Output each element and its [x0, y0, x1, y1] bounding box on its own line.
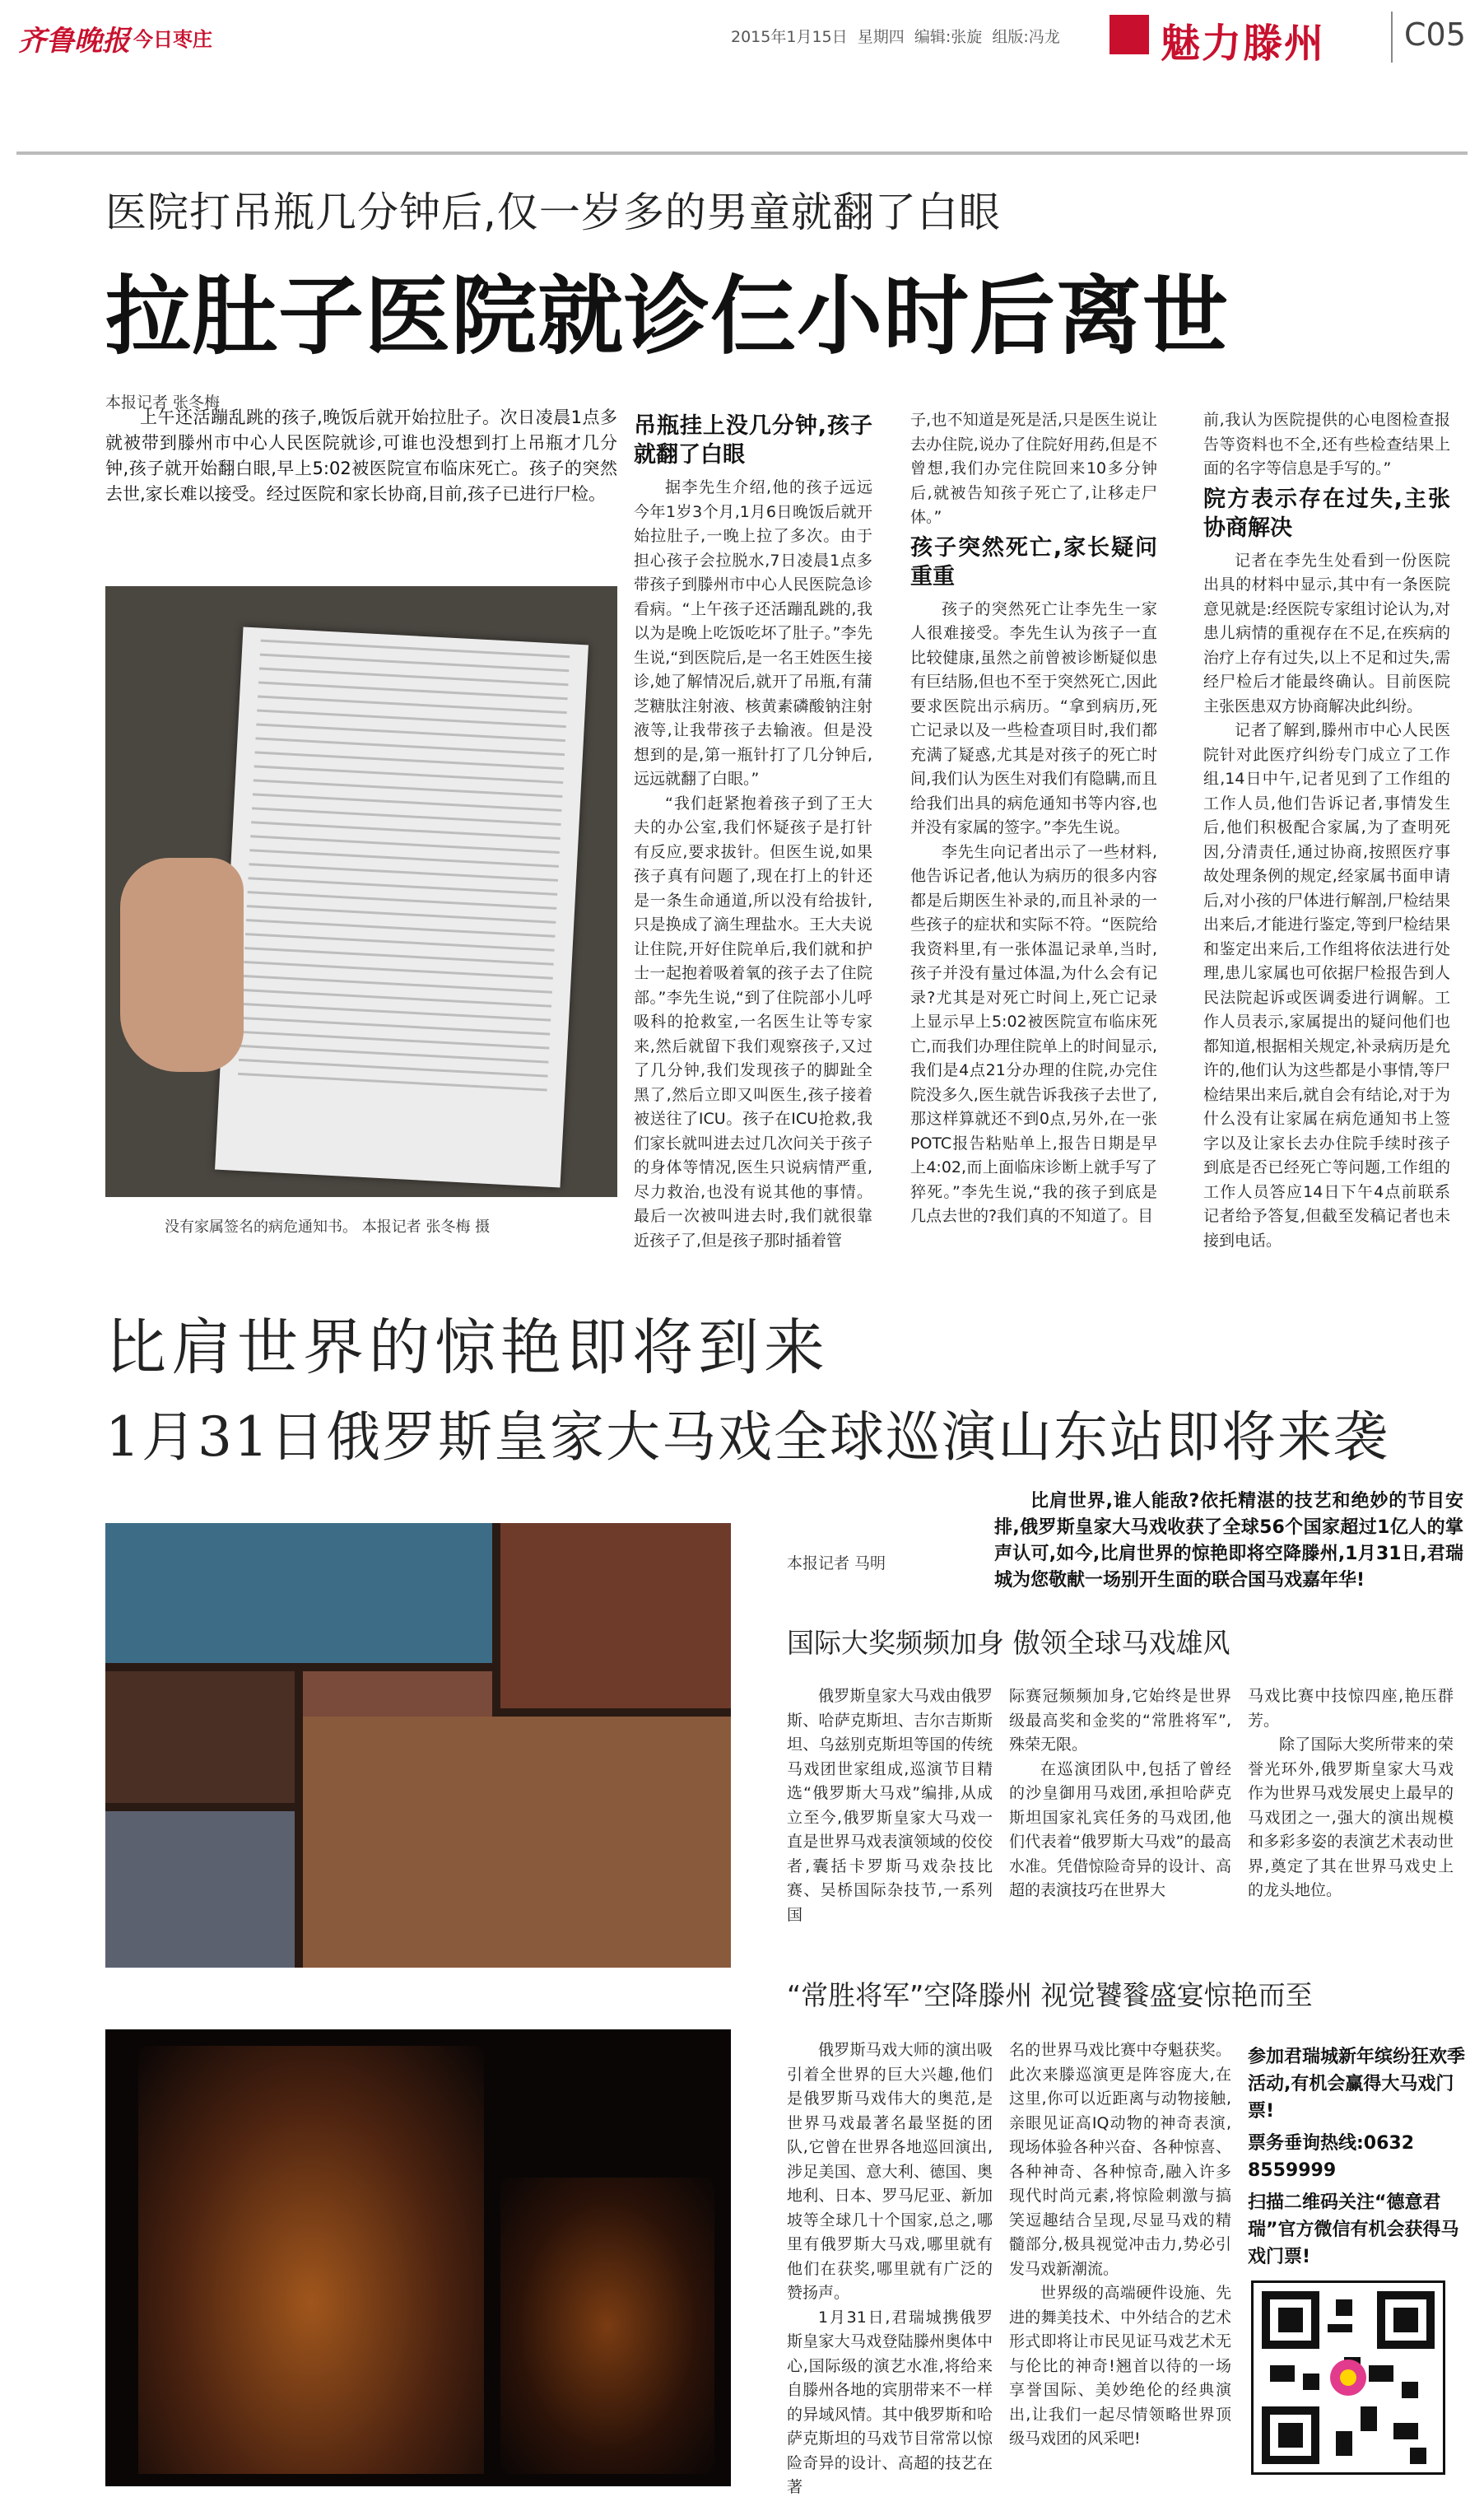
paragraph: 据李先生介绍,他的孩子远远今年1岁3个月,1月6日晚饭后就开始拉肚子,一晚上拉了多次。由于担心孩子会拉脱水,7日凌晨1点多带孩子到滕州市中心人民医院急诊看病。“上午孩子还活蹦乱跳的,我以为是晚上吃饭吃坏了肚子。”李先生说,“到医院后,是一名王姓医生接诊,她了解情况后,就开了吊瓶,有蒲芝糖肽注射液、核黄素磷酸钠注射液等,让我带孩子去输液。但是没想到的是,第一瓶针打了几分钟后,远远就翻了白眼。”: [634, 478, 872, 788]
masthead-rule: [16, 151, 1468, 155]
article2-s1-column-1: [787, 1684, 993, 1927]
article1-subheadline: 医院打吊瓶几分钟后,仅一岁多的男童就翻了白眼: [105, 189, 1001, 236]
horses-image: [303, 1717, 731, 1968]
promo-text: [1248, 2043, 1470, 2271]
section-heading-awards: 国际大奖频频加身 傲领全球马戏雄风: [787, 1627, 1230, 1659]
acrobat-pyramid-photo: [105, 2029, 731, 2486]
article2-subheadline: 1月31日俄罗斯皇家大马戏全球巡演山东站即将来袭: [105, 1405, 1389, 1469]
divider: [1391, 12, 1393, 63]
qr-code-graphic: [1254, 2283, 1443, 2472]
editor: 编辑:张旋: [914, 28, 983, 46]
paragraph: 在巡演团队中,包括了曾经的沙皇御用马戏团,承担哈萨克斯坦国家礼宾任务的马戏团,他们代表着“俄罗斯大马戏”的最高水准。凭借惊险奇异的设计、高超的表演技巧在世界大: [1009, 1759, 1231, 1899]
article2-lead: 比肩世界,谁人能敌?依托精湛的技艺和绝妙的节目安排,俄罗斯皇家大马戏收获了全球56个国家超过1亿人的掌声认可,如今,比肩世界的惊艳即将空降滕州,1月31日,君瑞城为您敬献一场别开生面的联合国马戏嘉年华!: [994, 1491, 1463, 1591]
paragraph: 记者在李先生处看到一份医院出具的材料中显示,其中有一条医院意见就是:经医院专家组讨论认为,对患儿病情的重视存在不足,在疾病的治疗上存有过失,以上不足和过失,需经尸检后才能最终确认。目前医院主张医患双方协商解决此纠纷。: [1203, 551, 1450, 715]
paragraph: 记者了解到,滕州市中心人民医院针对此医疗纠纷专门成立了工作组,14日中午,记者见到了工作组的工作人员,他们告诉记者,事情发生后,他们积极配合家属,为了查明死因,分清责任,通过协商,按照医疗事故处理条例的规定,经家属书面申请后,对小孩的尸体进行解剖,尸检结果出来后,才能进行鉴定,等到尸检结果和鉴定出来后,工作组将依法进行处理,患儿家属也可依据尸检报告到人民法院起诉或医调委进行调解。工作人员表示,家属提出的疑问他们也都知道,根据相关规定,补录病历是允许的,他们认为这些都是小事情,等尸检结果出来后,就自会有结论,对于为什么没有让家属在病危通知书上签字以及让家长去办住院手续时孩子到底是否已经死亡等问题,工作组的工作人员答应14日下午4点前联系记者给予答复,但截至发稿记者也未接到电话。: [1203, 721, 1450, 1250]
section-logo-icon: [1110, 15, 1149, 54]
acrobats-image: [105, 1671, 295, 1803]
paragraph: “我们赶紧抱着孩子到了王大夫的办公室,我们怀疑孩子是打针有反应,要求拔针。但医生说,如果孩子真有问题了,现在打上的针还是一条生命通道,所以没有给拔针,只是换成了滴生理盐水。王大夫说让住院,开好住院单后,我们就和护士一起抱着吸着氧的孩子去了住院部。”李先生说,“到了住院部小儿呼吸科的抢救室,一名医生让等专家来,然后就留下我们观察孩子,又过了几分钟,我们发现孩子的脚趾全黑了,然后立即又叫医生,孩子接着被送往了ICU。孩子在ICU抢救,我们家长就叫进去过几次问关于孩子的身体等情况,医生只说病情严重,尽力救治,也没有说其他的事情。最后一次被叫进去时,我们就很靠近孩子了,但是孩子那时插着管: [634, 794, 872, 1250]
section-heading-arrival: “常胜将军”空降滕州 视觉饕餮盛宴惊艳而至: [787, 1979, 1313, 2011]
weekday: 星期四: [857, 28, 905, 46]
issue-date: 2015年1月15日: [731, 28, 848, 46]
paragraph: 俄罗斯马戏大师的演出吸引着全世界的巨大兴趣,他们是俄罗斯马戏伟大的奥范,是世界马戏最著名最坚挺的团队,它曾在世界各地巡回演出,涉足美国、意大利、德国、奥地利、日本、罗马尼亚、新加坡等全球几十个国家,总之,哪里有俄罗斯大马戏,哪里就有他们在获奖,哪里就有广泛的赞扬声。: [787, 2041, 993, 2302]
qr-code-icon[interactable]: [1251, 2280, 1445, 2475]
column-heading: 孩子突然死亡,家长疑问重重: [910, 534, 1157, 589]
section-title: 魅力滕州: [1161, 21, 1326, 67]
article1-column-1: [634, 408, 872, 1253]
column-heading: 院方表示存在过失,主张协商解决: [1203, 486, 1450, 541]
paragraph: 子,也不知道是死是活,只是医生说让去办住院,说办了住院好用药,但是不曾想,我们办完住院回来10多分钟后,就被告知孩子死亡了,让移走尸体。”: [910, 411, 1157, 526]
article1-byline: 本报记者 张冬梅: [105, 394, 221, 412]
paragraph: 李先生向记者出示了一些材料,他告诉记者,他认为病历的很多内容都是后期医生补录的,而且补录的一些孩子的症状和实际不符。“医院给我资料里,有一张体温记录单,当时,孩子并没有量过体温,为什么会有记录?尤其是对死亡时间上,死亡记录上显示早上5:02被医院宣布临床死亡,而我们办理住院单上的时间显示,我们是4点21分办理的住院,办完住院没多久,医生就告诉我孩子去世了,那这样算就还不到0点,另外,在一张POTC报告粘贴单上,报告日期是早上4:02,而上面临床诊断上就手写了猝死。”李先生说,“我的孩子到底是几点去世的?我们真的不知道了。目: [910, 842, 1157, 1225]
page-info: [731, 25, 1060, 47]
page-number: C05: [1404, 16, 1466, 53]
paragraph: 际赛冠频频加身,它始终是世界级最高奖和金奖的“常胜将军”,殊荣无限。: [1009, 1687, 1231, 1754]
photo-caption: 没有家属签名的病危通知书。 本报记者 张冬梅 摄: [165, 1218, 491, 1236]
aerial-image: [500, 1523, 731, 1708]
paragraph: 名的世界马戏比赛中夺魁获奖。此次来滕巡演更是阵容庞大,在这里,你可以近距离与动物接触,亲眼见证高IQ动物的神奇表演,现场体验各种兴奋、各种惊喜、各种神奇、各种惊奇,融入许多现代时尚元素,将惊险刺激与搞笑逗趣结合呈现,尽显马戏的精髓部分,极具视觉冲击力,势必引发马戏新潮流。: [1009, 2041, 1231, 2278]
article1-column-3: [1203, 408, 1450, 1253]
article2-headline: 比肩世界的惊艳即将到来: [105, 1312, 830, 1383]
promo-contest: 参加君瑞城新年缤纷狂欢季活动,有机会赢得大马戏门票!: [1248, 2047, 1466, 2122]
tigers-image: [105, 1811, 295, 1968]
hand-image: [120, 858, 244, 1072]
notice-photo: [105, 586, 617, 1197]
paragraph: 马戏比赛中技惊四座,艳压群芳。: [1248, 1687, 1454, 1730]
newspaper-logo: 齐鲁晚报: [18, 25, 130, 58]
paragraph: 除了国际大奖所带来的荣誉光环外,俄罗斯皇家大马戏作为世界马戏发展史上最早的马戏团之一,强大的演出规模和多彩多姿的表演艺术表动世界,奠定了其在世界马戏史上的龙头地位。: [1248, 1735, 1454, 1899]
article2-s1-column-2: [1009, 1684, 1231, 1903]
article2-s2-column-1: [787, 2038, 993, 2500]
paragraph: 世界级的高端硬件设施、先进的舞美技术、中外结合的艺术形式即将让市民见证马戏艺术无与伦比的神奇!翘首以待的一场享誉国际、美妙绝伦的经典演出,让我们一起尽情领略世界顶级马戏团的风采吧!: [1009, 2284, 1231, 2448]
promo-wechat: 扫描二维码关注“德意君瑞”官方微信有机会获得马戏门票!: [1248, 2192, 1459, 2267]
article2-s1-column-3: [1248, 1684, 1454, 1903]
article1-lead: 上午还活蹦乱跳的孩子,晚饭后就开始拉肚子。次日凌晨1点多就被带到滕州市中心人民医院就诊,可谁也没想到打上吊瓶才几分钟,孩子就开始翻白眼,早上5:02被医院宣布临床死亡。孩子的突然去世,家长难以接受。经过医院和家长协商,目前,孩子已进行尸检。: [105, 408, 617, 504]
paragraph: 孩子的突然死亡让李先生一家人很难接受。李先生认为孩子一直比较健康,虽然之前曾被诊断疑似患有巨结肠,但也不至于突然死亡,因此要求医院出示病历。“拿到病历,死亡记录以及一些检查项目时,我们都充满了疑惑,尤其是对孩子的死亡时间,我们认为医生对我们有隐瞒,而且给我们出具的病危通知书等内容,也并没有家属的签字。”李先生说。: [910, 599, 1157, 836]
paragraph: 1月31日,君瑞城携俄罗斯皇家大马戏登陆滕州奥体中心,国际级的演艺水准,将给来自滕州各地的宾朋带来不一样的异域风情。其中俄罗斯和哈萨克斯坦的马戏节目常常以惊险奇异的设计、高超的技艺在著: [787, 2308, 993, 2496]
article2-s2-column-2: [1009, 2038, 1231, 2452]
article2-byline: 本报记者 马明: [787, 1554, 886, 1572]
circus-collage-photo: [105, 1523, 731, 1968]
pyramid-image: [138, 2046, 484, 2474]
promo-hotline: 票务垂询热线:0632 8559999: [1248, 2133, 1415, 2181]
edition-name: 今日枣庄: [133, 28, 212, 51]
article1-column-2: [910, 408, 1157, 1229]
paragraph: 前,我认为医院提供的心电图检查报告等资料也不全,还有些检查结果上面的名字等信息是手写的。”: [1203, 411, 1450, 478]
notice-paper-image: [215, 627, 588, 1187]
layout-editor: 组版:冯龙: [992, 28, 1060, 46]
riders-image: [500, 2178, 714, 2474]
paragraph: 俄罗斯皇家大马戏由俄罗斯、哈萨克斯坦、吉尔吉斯斯坦、乌兹别克斯坦等国的传统马戏团世家组成,巡演节目精选“俄罗斯大马戏”编排,从成立至今,俄罗斯皇家大马戏一直是世界马戏表演领域的佼佼者,囊括卡罗斯马戏杂技比赛、吴桥国际杂技节,一系列国: [787, 1687, 993, 1924]
column-heading: 吊瓶挂上没几分钟,孩子就翻了白眼: [634, 413, 872, 468]
performers-image: [105, 1523, 492, 1663]
article1-headline: 拉肚子医院就诊仨小时后离世: [105, 266, 1230, 366]
